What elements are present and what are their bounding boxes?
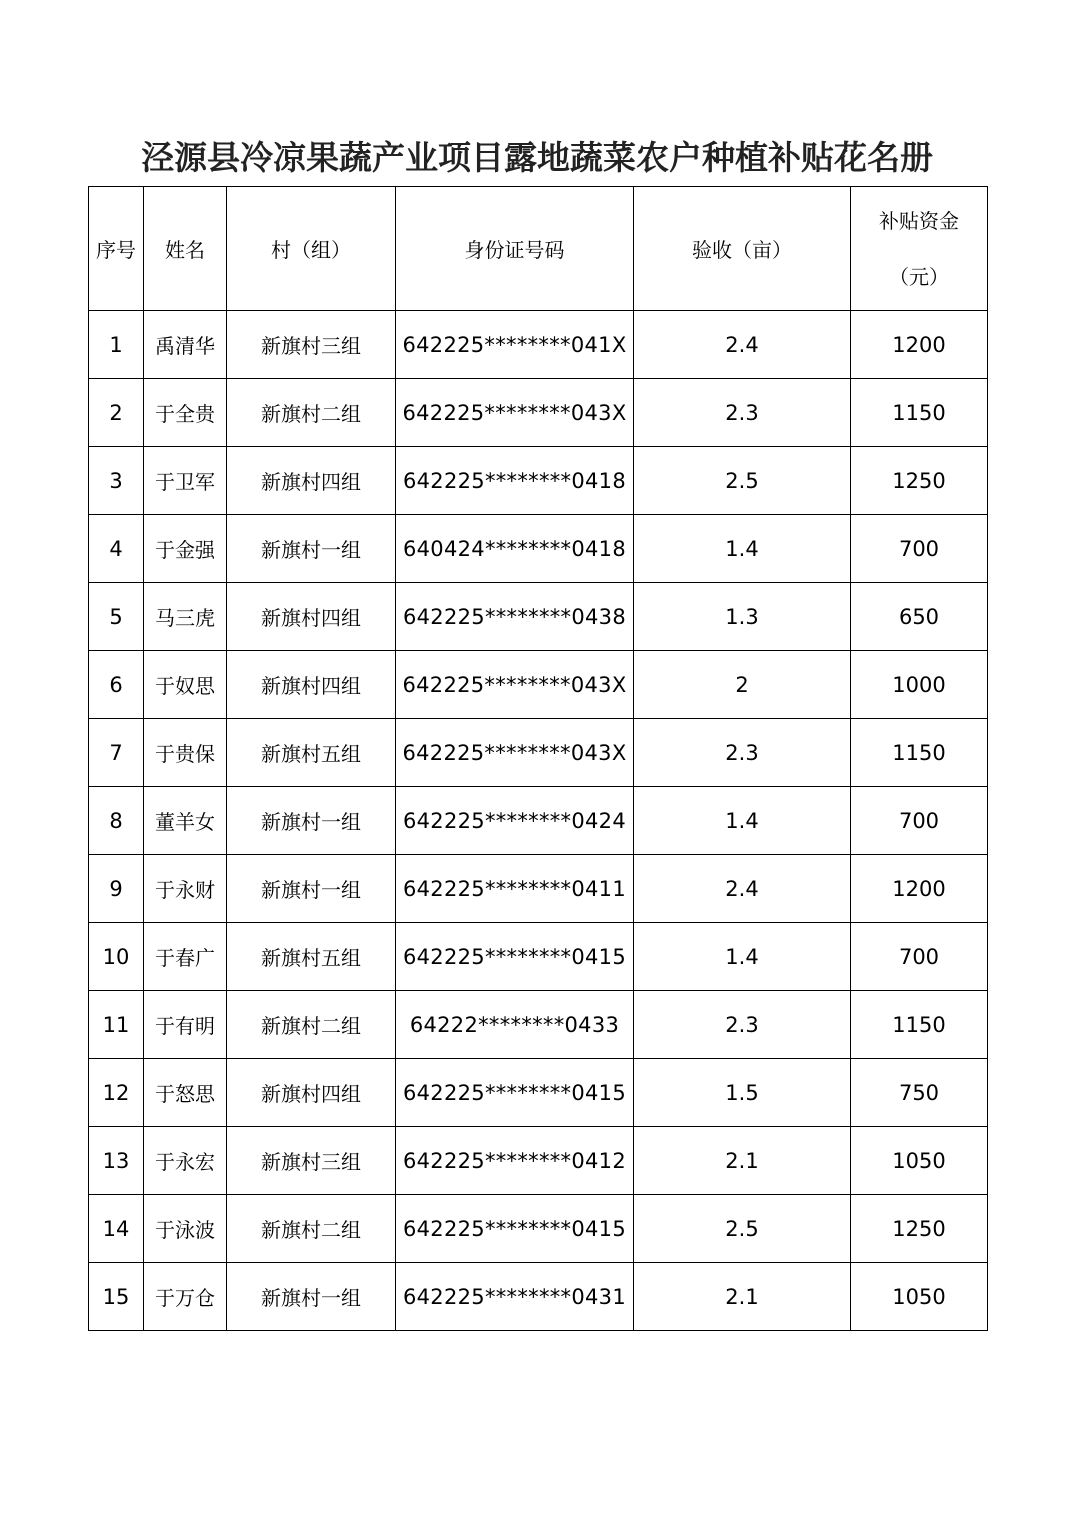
cell-acreage: 1.5: [634, 1059, 851, 1127]
cell-id-number: 642225********0418: [396, 447, 634, 515]
cell-seq: 13: [89, 1127, 144, 1195]
header-acreage: 验收（亩）: [634, 187, 851, 311]
cell-village: 新旗村二组: [227, 991, 396, 1059]
cell-village: 新旗村一组: [227, 1263, 396, 1331]
cell-acreage: 2.3: [634, 379, 851, 447]
header-id-number: 身份证号码: [396, 187, 634, 311]
cell-id-number: 642225********043X: [396, 379, 634, 447]
table-row: [89, 447, 988, 515]
cell-seq: 5: [89, 583, 144, 651]
cell-subsidy: 1000: [851, 651, 988, 719]
header-name: 姓名: [144, 187, 227, 311]
cell-name: 董羊女: [144, 787, 227, 855]
cell-subsidy: 1250: [851, 447, 988, 515]
cell-village: 新旗村一组: [227, 787, 396, 855]
cell-village: 新旗村四组: [227, 651, 396, 719]
cell-seq: 6: [89, 651, 144, 719]
cell-id-number: 642225********0431: [396, 1263, 634, 1331]
cell-subsidy: 1150: [851, 991, 988, 1059]
cell-seq: 7: [89, 719, 144, 787]
table-row: [89, 855, 988, 923]
header-subsidy: [851, 187, 988, 311]
cell-name: 于卫军: [144, 447, 227, 515]
cell-acreage: 2.5: [634, 447, 851, 515]
table-row: [89, 1059, 988, 1127]
cell-village: 新旗村四组: [227, 583, 396, 651]
cell-village: 新旗村二组: [227, 379, 396, 447]
cell-id-number: 642225********043X: [396, 651, 634, 719]
cell-village: 新旗村二组: [227, 1195, 396, 1263]
cell-subsidy: 650: [851, 583, 988, 651]
cell-name: 于泳波: [144, 1195, 227, 1263]
cell-acreage: 2.4: [634, 855, 851, 923]
cell-subsidy: 1200: [851, 855, 988, 923]
table-row: [89, 379, 988, 447]
cell-seq: 12: [89, 1059, 144, 1127]
cell-subsidy: 1150: [851, 719, 988, 787]
cell-seq: 15: [89, 1263, 144, 1331]
cell-name: 禹清华: [144, 311, 227, 379]
table-body: [89, 311, 988, 1331]
cell-name: 于金强: [144, 515, 227, 583]
cell-acreage: 2.5: [634, 1195, 851, 1263]
subsidy-roster-table: [88, 186, 988, 1331]
table-row: [89, 583, 988, 651]
cell-acreage: 2.3: [634, 991, 851, 1059]
cell-id-number: 642225********0412: [396, 1127, 634, 1195]
cell-id-number: 642225********0415: [396, 1195, 634, 1263]
cell-id-number: 64222********0433: [396, 991, 634, 1059]
table-row: [89, 719, 988, 787]
table-row: [89, 923, 988, 991]
table-row: [89, 1195, 988, 1263]
cell-seq: 9: [89, 855, 144, 923]
cell-acreage: 1.3: [634, 583, 851, 651]
cell-seq: 2: [89, 379, 144, 447]
cell-id-number: 642225********0415: [396, 1059, 634, 1127]
cell-subsidy: 1250: [851, 1195, 988, 1263]
cell-seq: 8: [89, 787, 144, 855]
header-subsidy-line2: （元）: [889, 264, 949, 289]
cell-seq: 11: [89, 991, 144, 1059]
cell-name: 于有明: [144, 991, 227, 1059]
header-seq: 序号: [89, 187, 144, 311]
cell-id-number: 642225********0438: [396, 583, 634, 651]
cell-village: 新旗村一组: [227, 855, 396, 923]
cell-name: 于奴思: [144, 651, 227, 719]
cell-subsidy: 1200: [851, 311, 988, 379]
cell-acreage: 1.4: [634, 923, 851, 991]
cell-seq: 10: [89, 923, 144, 991]
table-header-row: [89, 187, 988, 311]
cell-name: 于永宏: [144, 1127, 227, 1195]
cell-village: 新旗村四组: [227, 447, 396, 515]
cell-acreage: 1.4: [634, 787, 851, 855]
cell-name: 于春广: [144, 923, 227, 991]
table-row: [89, 991, 988, 1059]
cell-acreage: 2.1: [634, 1127, 851, 1195]
cell-subsidy: 1050: [851, 1263, 988, 1331]
table-row: [89, 1263, 988, 1331]
cell-id-number: 642225********041X: [396, 311, 634, 379]
table-row: [89, 515, 988, 583]
cell-village: 新旗村四组: [227, 1059, 396, 1127]
cell-village: 新旗村一组: [227, 515, 396, 583]
cell-id-number: 642225********0424: [396, 787, 634, 855]
header-subsidy-line1: 补贴资金: [879, 208, 959, 233]
cell-subsidy: 1150: [851, 379, 988, 447]
cell-subsidy: 1050: [851, 1127, 988, 1195]
cell-id-number: 642225********0411: [396, 855, 634, 923]
cell-subsidy: 750: [851, 1059, 988, 1127]
cell-acreage: 2.3: [634, 719, 851, 787]
header-village: 村（组）: [227, 187, 396, 311]
cell-acreage: 2.1: [634, 1263, 851, 1331]
cell-name: 于永财: [144, 855, 227, 923]
cell-name: 马三虎: [144, 583, 227, 651]
cell-seq: 3: [89, 447, 144, 515]
cell-seq: 4: [89, 515, 144, 583]
cell-name: 于万仓: [144, 1263, 227, 1331]
cell-subsidy: 700: [851, 787, 988, 855]
cell-subsidy: 700: [851, 923, 988, 991]
cell-village: 新旗村五组: [227, 923, 396, 991]
cell-seq: 1: [89, 311, 144, 379]
cell-id-number: 642225********0415: [396, 923, 634, 991]
cell-subsidy: 700: [851, 515, 988, 583]
cell-id-number: 642225********043X: [396, 719, 634, 787]
cell-name: 于全贵: [144, 379, 227, 447]
table-row: [89, 1127, 988, 1195]
cell-name: 于怒思: [144, 1059, 227, 1127]
cell-village: 新旗村三组: [227, 311, 396, 379]
cell-name: 于贵保: [144, 719, 227, 787]
table-row: [89, 651, 988, 719]
document-title: 泾源县冷凉果蔬产业项目露地蔬菜农户种植补贴花名册: [141, 138, 933, 177]
cell-seq: 14: [89, 1195, 144, 1263]
table-row: [89, 787, 988, 855]
table-row: [89, 311, 988, 379]
cell-acreage: 2.4: [634, 311, 851, 379]
cell-id-number: 640424********0418: [396, 515, 634, 583]
cell-village: 新旗村三组: [227, 1127, 396, 1195]
cell-acreage: 2: [634, 651, 851, 719]
cell-acreage: 1.4: [634, 515, 851, 583]
cell-village: 新旗村五组: [227, 719, 396, 787]
